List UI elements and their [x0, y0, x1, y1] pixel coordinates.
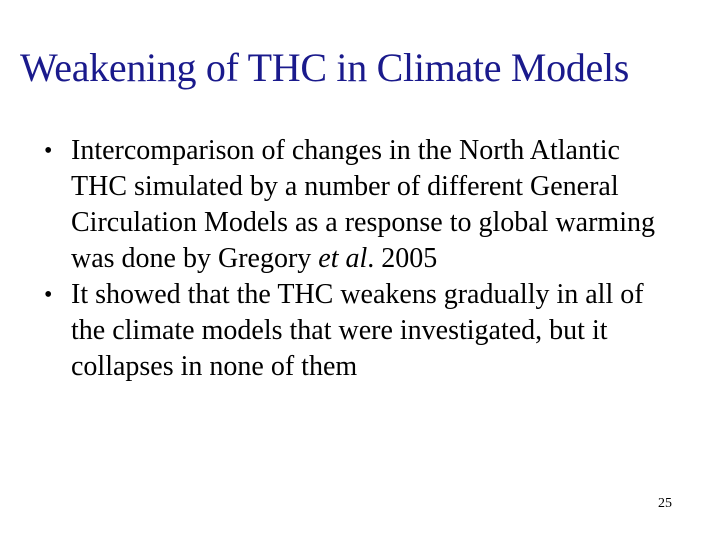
bullet-list — [0, 133, 720, 385]
slide-title: Weakening of THC in Climate Models — [20, 45, 630, 90]
bullet-item — [0, 133, 720, 277]
bullet-item — [0, 277, 720, 385]
bullet-italic-text: et al — [318, 243, 368, 274]
bullet-text-tail: . 2005 — [367, 243, 438, 274]
bullet-text: Intercomparison of changes in the North Atlantic THC simulated by a number of different General Circulation Models as a response to global warming was done by Gregory — [71, 135, 655, 274]
page-number: 25 — [658, 496, 672, 511]
bullet-text: It showed that the THC weakens gradually in all of the climate models that were investigated, but it collapses in none of them — [71, 279, 644, 382]
bullet-marker: • — [44, 282, 53, 308]
bullet-marker: • — [44, 138, 53, 164]
